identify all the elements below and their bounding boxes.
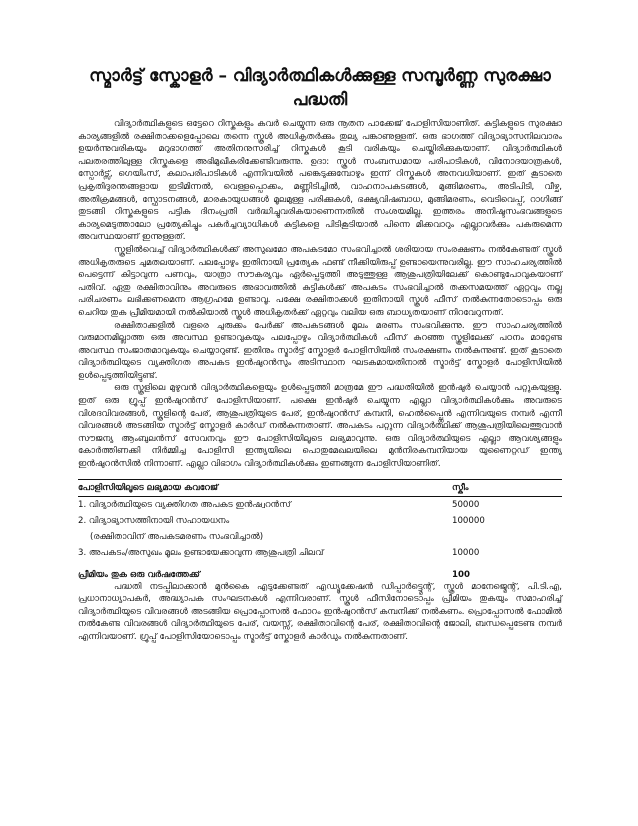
paragraph-group-policy: ഒരു സ്കൂളിലെ മുഴുവൻ വിദ്യാർത്ഥികളെയും ഉൾപ്പെടുത്തി മാത്രമേ ഈ പദ്ധതിയിൽ ഇൻഷുർ ചെയ്യാൻ പറ്റുകയുള്ളൂ. ഇത് ഒരു ഗ്രൂപ്പ് ഇൻഷുറൻസ് പോളിസിയാണ്. പക്ഷെ ഇൻഷുർ ചെയ്യുന്ന എല്ലാ വിദ്യാർത്ഥികൾക്കും അവരുടെ വിശദവിവരങ്ങൾ, സ്കൂളിന്റെ പേര്, ആശുപത്രിയുടെ പേര്, ഇൻഷുറൻസ് കമ്പനി, ഹെൽപ്പ്ലൈൻ എന്നിവയുടെ നമ്പർ എന്നീ വിവരങ്ങൾ അടങ്ങിയ സ്മാർട്ട് സ്കോളർ കാർഡ് നൽകുന്നതാണ്. അപകടം പറ്റുന്ന വിദ്യാർത്ഥിക്ക് ആശുപത്രിയിലെത്തുവാൻ സൗജന്യ ആംബുലൻസ് സേവനവും ഈ പോളിസിയിലൂടെ ലഭ്യമാവുന്നു. ഒരു വിദ്യാർത്ഥിയുടെ എല്ലാ ആവശ്യങ്ങളും കോർത്തിണക്കി നിർമ്മിച്ച പോളിസി ഇന്ത്യയിലെ പൊതുമേഖലയിലെ മുൻനിരകമ്പനിയായ യുണൈറ്റഡ് ഇന്ത്യ ഇൻഷുറൻസിൽ നിന്നാണ്. എല്ലാ വിഭാഗം വിദ്യാർത്ഥികൾക്കും ഇണങ്ങുന്ന പോളിസിയാണിത്. bbox=[78, 383, 562, 470]
title-line-2: പദ്ധതി bbox=[292, 90, 348, 110]
coverage-table bbox=[78, 479, 562, 561]
table-row bbox=[78, 545, 562, 561]
coverage-row-amount bbox=[452, 529, 562, 545]
coverage-header-amount: സ്കീം bbox=[452, 479, 562, 496]
paragraph-implementation: പദ്ധതി നടപ്പിലാക്കാൻ മുൻകൈ എടുക്കേണ്ടത് എഡ്യൂക്കേഷൻ ഡിപ്പാർട്ട്മെന്റ്, സ്കൂൾ മാനേജ്മെന്റ്, പി.ടി.എ, പ്രധാനാധ്യാപകർ, അദ്ധ്യാപക സംഘടനകൾ എന്നിവരാണ്. സ്കൂൾ ഫീസിനോടൊപ്പം പ്രീമിയം തുകയും സമാഹരിച്ച് വിദ്യാർത്ഥിയുടെ വിവരങ്ങൾ അടങ്ങിയ പ്രൊപ്പോസൽ ഫോറം ഇൻഷുറൻസ് കമ്പനിക്ക് നൽകണം. പ്രൊപ്പോസൽ ഫോമിൽ നൽകേണ്ട വിവരങ്ങൾ വിദ്യാർത്ഥിയുടെ പേര്, വയസ്സ്, രക്ഷിതാവിന്റെ പേര്, രക്ഷിതാവിന്റെ ജോലി, ബന്ധപ്പെടേണ്ട നമ്പർ എന്നിവയാണ്. ഗ്രൂപ്പ് പോളിസിയോടൊപ്പം സ്മാർട്ട് സ്കോളർ കാർഡും നൽകുന്നതാണ്. bbox=[78, 581, 562, 642]
coverage-row-amount: 50000 bbox=[452, 499, 480, 510]
coverage-row-label: 1. വിദ്യാർത്ഥിയുടെ വ്യക്തിഗത അപകട ഇൻഷ്വറൻസ് bbox=[78, 499, 291, 510]
paragraph-parent-death: രക്ഷിതാക്കളിൽ വളരെ ചുരുക്കം പേർക്ക് അപകടങ്ങൾ മൂലം മരണം സംഭവിക്കുന്നു. ഈ സാഹചര്യത്തിൽ വരുമാനമില്ലാത്ത ഒരു അവസ്ഥ ഉണ്ടാവുകയും പലപ്പോഴും വിദ്യാർത്ഥികൾ ഫീസ് കുറഞ്ഞ സ്കൂളിലേക്ക് പഠനം മാറ്റേണ്ട അവസ്ഥ സംജാതമാവുകയും ചെയ്യാറുണ്ട്. ഇതിനും സ്മാർട്ട് സ്കോളർ പോളിസിയിൽ സംരക്ഷണം നൽകുന്നുണ്ട്. ഇത് കൂടാതെ വിദ്യാർത്ഥിയുടെ വ്യക്തിഗത അപകട ഇൻഷുറൻസും അടിസ്ഥാന ഘടകമായതിനാൽ സ്മാർട്ട് സ്കോളർ പോളിസിയിൽ ഉൾപ്പെടുത്തിയിട്ടുണ്ട്. bbox=[78, 320, 562, 381]
premium-amount: 100 bbox=[452, 569, 470, 580]
coverage-row-label: 2. വിദ്യാഭ്യാസത്തിനായി സഹായധനം bbox=[78, 515, 230, 526]
coverage-header-label: പോളിസിയിലൂടെ ലഭ്യമായ കവറേജ് bbox=[78, 479, 452, 496]
premium-row bbox=[78, 569, 562, 581]
coverage-row-amount: 10000 bbox=[452, 547, 480, 558]
paragraph-intro: വിദ്യാർത്ഥികളുടെ ഒട്ടേറെ റിസ്കുകളും കവർ ചെയ്യുന്ന ഒരു നൂതന പാക്കേജ് പോളിസിയാണിത്. കുട്ടികളുടെ സുരക്ഷാ കാര്യങ്ങളിൽ രക്ഷിതാക്കളെപ്പോലെ തന്നെ സ്കൂൾ അധികൃതർക്കും തുല്യ പങ്കാണുള്ളത്. ഒരു ഭാഗത്ത് വിദ്യാഭ്യാസനിലവാരം ഉയർന്നുവരികയും മറുഭാഗത്ത് അതിനനുസരിച്ച് റിസ്കുകൾ കൂടി വരികയും ചെയ്തിരിക്കുകയാണ്. വിദ്യാർത്ഥികൾ പലതരത്തിലുള്ള റിസ്കുകളെ അഭിമുഖീകരിക്കേണ്ടിവരുന്നു. ഉദാ: സ്കൂൾ സംബന്ധമായ പരിപാടികൾ, വിനോദയാത്രകൾ, സ്പോർട്സ്, ഗെയിംസ്, കലാപരിപാടികൾ എന്നിവയിൽ പങ്കെടുക്കുമ്പോഴും ഇന്ന് റിസ്കുകൾ അനവധിയാണ്. ഇത് കൂടാതെ പ്രകൃതിദുരന്തങ്ങളായ ഇടിമിന്നൽ, വെള്ളപ്പൊക്കം, മണ്ണിടിച്ചിൽ, വാഹനാപകടങ്ങൾ, മുങ്ങിമരണം, അടിപിടി, വീഴ്ച, അതിക്രമങ്ങൾ, സ്ഫോടനങ്ങൾ, മാരകായുധങ്ങൾ മൂലമുള്ള പരിക്കുകൾ, ഭക്ഷ്യവിഷബാധ, മുങ്ങിമരണം, വെടിവെപ്പ്, റാഗിങ്ങ് തുടങ്ങി റിസ്കുകളുടെ പട്ടിക ദിനംപ്രതി വർദ്ധിച്ചുവരികയാണെന്നതിൽ സംശയമില്ല. ഇത്തരം അനിഷ്ടസംഭവങ്ങളുടെ കാര്യമെടുത്താലോ പ്രത്യേകിച്ചും പകർച്ചവ്യാധികൾ കുട്ടികളെ പിടികൂടിയാൽ പിന്നെ മിക്കവാറും എല്ലാവർക്കും പകരുമെന്ന അവസ്ഥയാണ് ഇന്നുള്ളത്. bbox=[78, 119, 562, 243]
table-row bbox=[78, 513, 562, 529]
coverage-row-label: 3. അപകടം/അസുഖം മൂലം ഉണ്ടായേക്കാവുന്ന ആശുപത്രി ചിലവ് bbox=[78, 547, 324, 558]
table-row bbox=[78, 529, 562, 545]
coverage-row-label: (രക്ഷിതാവിന് അപകടമരണം സംഭവിച്ചാൽ) bbox=[90, 531, 264, 542]
document-page bbox=[78, 64, 562, 644]
coverage-table-header bbox=[78, 479, 562, 496]
document-title bbox=[78, 64, 562, 112]
title-line-1: സ്മാർട്ട് സ്കോളർ – വിദ്യാർത്ഥികൾക്കുള്ള സമ്പൂർണ്ണ സുരക്ഷാ bbox=[89, 66, 551, 86]
paragraph-school-responsibility: സ്കൂളിൽവെച്ച് വിദ്യാർത്ഥികൾക്ക് അസുഖമോ അപകടമോ സംഭവിച്ചാൽ ശരിയായ സംരക്ഷണം നൽകേണ്ടത് സ്കൂൾ അധികൃതരുടെ ചുമതലയാണ്. പലപ്പോഴും ഇതിനായി പ്രത്യേക ഫണ്ട് നീക്കിയിരുപ്പ് ഉണ്ടായെന്നുവരില്ല. ഈ സാഹചര്യത്തിൽ പെട്ടെന്ന് കിട്ടാവുന്ന പണവും, യാത്രാ സൗകര്യവും ഏർപ്പെടുത്തി അടുത്തുള്ള ആശുപത്രിയിലേക്ക് കൊണ്ടുപോവുകയാണ് പതിവ്. ഏതു രക്ഷിതാവിനും അവരുടെ അഭാവത്തിൽ കുട്ടികൾക്ക് അപകടം സംഭവിച്ചാൽ തക്കസമയത്ത് ഏറ്റവും നല്ല പരിചരണം ലഭിക്കണമെന്ന ആഗ്രഹമേ ഉണ്ടാവൂ. പക്ഷേ രക്ഷിതാക്കൾ ഇതിനായി സ്കൂൾ ഫീസ് നൽകുന്നതോടൊപ്പം ഒരു ചെറിയ തുക പ്രീമിയമായി നൽകിയാൽ സ്കൂൾ അധികൃതർക്ക് ഏറ്റവും വലിയ ഒരു ബാധ്യതയാണ് നിറവേറുന്നത്. bbox=[78, 244, 562, 318]
coverage-row-amount: 100000 bbox=[452, 515, 485, 526]
table-row bbox=[78, 496, 562, 513]
premium-label: പ്രീമിയം തുക ഒരു വർഷത്തേക്ക് bbox=[78, 569, 200, 580]
